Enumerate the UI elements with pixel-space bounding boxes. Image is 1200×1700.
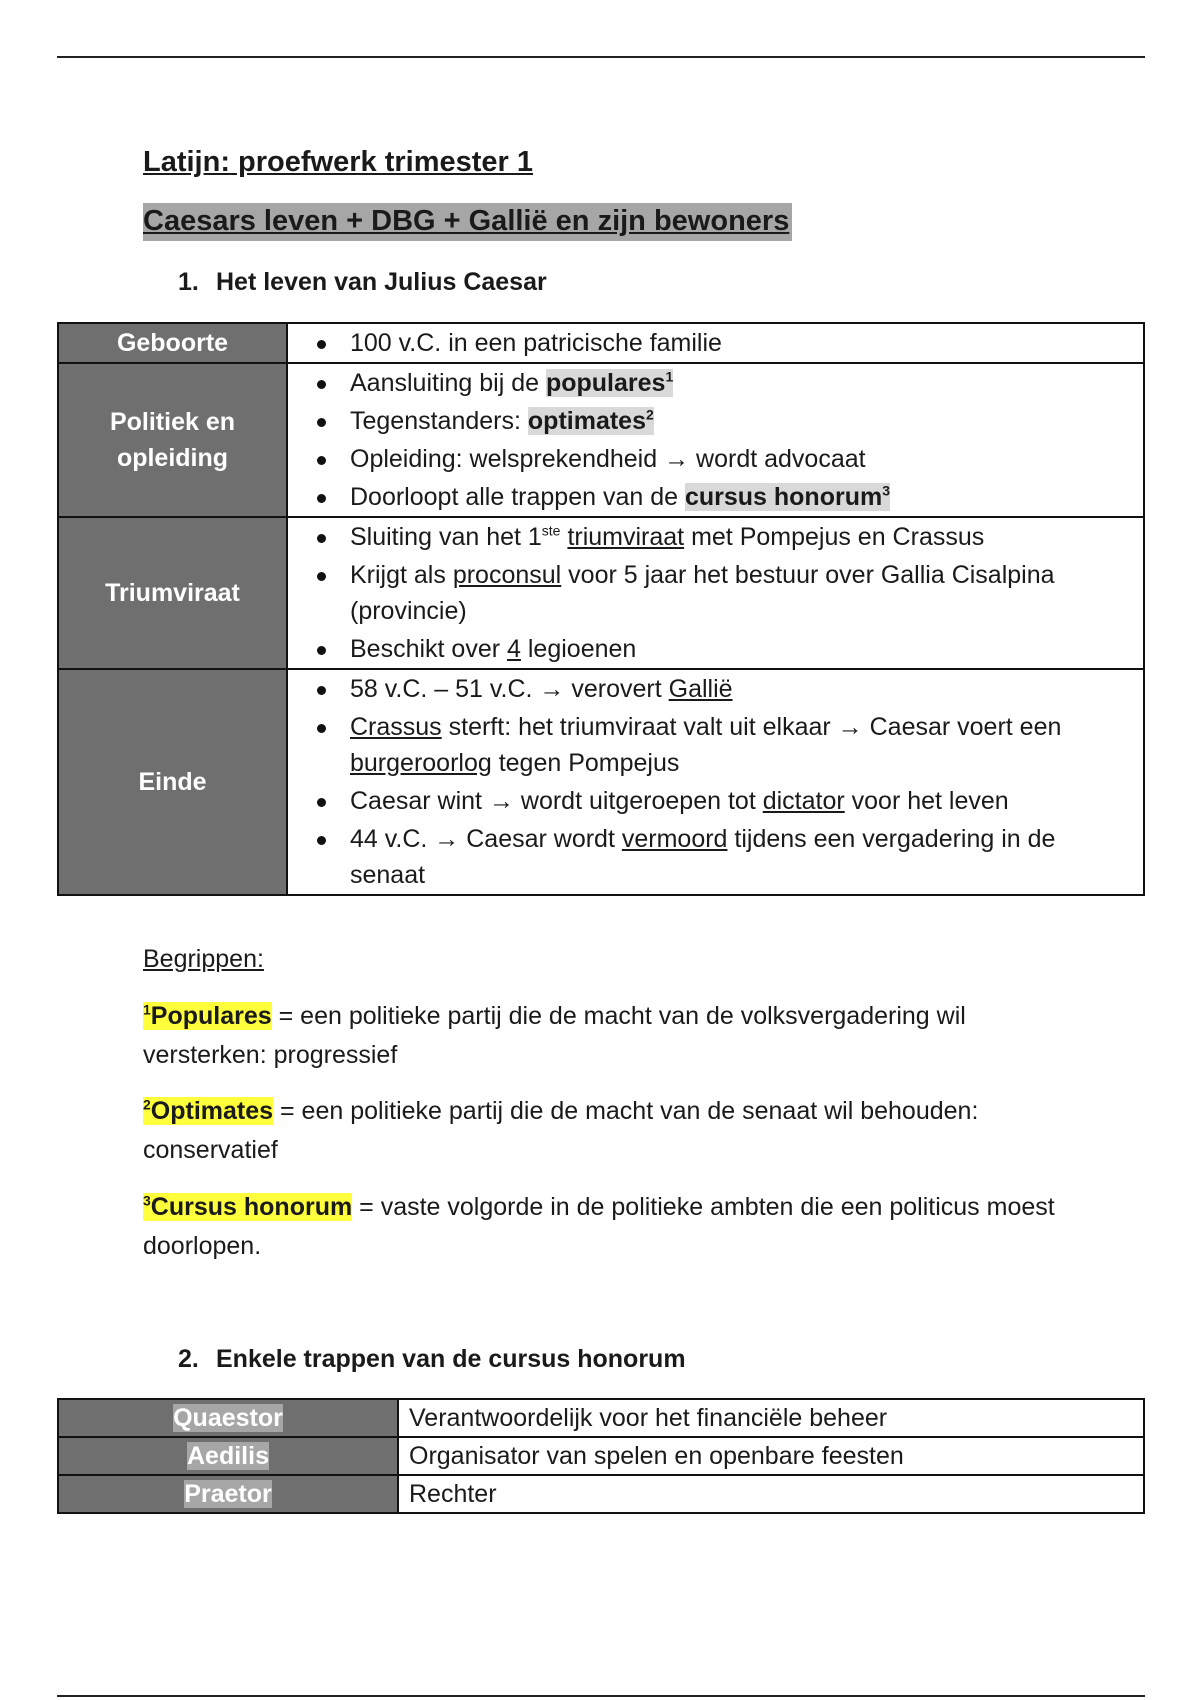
term-name-highlight	[143, 1097, 273, 1125]
bullet-text: 44 v.C. → Caesar wordt	[350, 825, 622, 853]
bullet-item	[350, 324, 1123, 362]
section-title: Het leven van Julius Caesar	[216, 268, 547, 296]
section-heading-life	[178, 268, 547, 297]
bullet-item	[350, 478, 1123, 516]
bullet-list	[288, 670, 1123, 894]
cursus-honorum-table	[57, 1398, 1145, 1514]
page-subtitle	[143, 205, 792, 238]
section-number: 1.	[178, 268, 199, 296]
term-definition-optimates	[143, 1092, 1073, 1170]
term-populares: populares	[545, 369, 666, 397]
bullet-text: 100 v.C. in een patricische familie	[350, 329, 722, 357]
row-content-triumvirate	[287, 517, 1144, 669]
footer-rule	[57, 1695, 1145, 1697]
term-paragraph	[143, 1188, 1073, 1266]
underlined-term: 4	[507, 635, 521, 663]
term-paragraph	[143, 1092, 1073, 1170]
term-name-highlight	[143, 1002, 272, 1030]
section-number: 2.	[178, 1345, 199, 1373]
bullet-list	[288, 518, 1123, 668]
bullet-text: sterft: het triumviraat valt uit elkaar → Caesar voert een	[441, 713, 1062, 741]
office-cell	[58, 1399, 398, 1437]
page-title: Latijn: proefwerk trimester 1	[143, 146, 533, 178]
row-header-end: Einde	[58, 669, 287, 895]
bullet-text: 58 v.C. – 51 v.C. → verovert	[350, 675, 669, 703]
header-rule	[57, 56, 1145, 58]
bullet-text: Tegenstanders:	[350, 407, 528, 435]
caesar-life-table	[57, 322, 1145, 896]
bullet-item	[350, 364, 1123, 402]
row-content-birth	[287, 323, 1144, 363]
underlined-term: triumviraat	[567, 523, 685, 551]
office-cell	[58, 1475, 398, 1513]
row-header-politics: Politiek en opleiding	[58, 363, 287, 517]
ordinal-suffix: ste	[541, 522, 561, 539]
bullet-item	[350, 820, 1123, 894]
footnote-number: 1	[143, 1001, 151, 1018]
underlined-term: Gallië	[668, 675, 733, 703]
term-definition-populares	[143, 997, 1073, 1075]
footnote-number: 2	[143, 1096, 151, 1113]
underlined-term: burgeroorlog	[350, 749, 492, 777]
footnote-ref: 3	[882, 482, 890, 499]
term-definition-cursus-honorum	[143, 1188, 1073, 1266]
bullet-item	[350, 440, 1123, 478]
office-description: Rechter	[398, 1475, 1144, 1513]
bullet-text: Krijgt als	[350, 561, 453, 589]
office-name: Aedilis	[187, 1442, 269, 1470]
table-row	[58, 517, 1144, 669]
bullet-text: Caesar wint → wordt uitgeroepen tot	[350, 787, 763, 815]
underlined-term: dictator	[762, 787, 845, 815]
bullet-item	[350, 402, 1123, 440]
table-row	[58, 363, 1144, 517]
office-description: Organisator van spelen en openbare feesten	[398, 1437, 1144, 1475]
table-row	[58, 1475, 1144, 1513]
term-highlight	[528, 407, 654, 435]
bullet-text: Sluiting van het 1	[350, 523, 542, 551]
underlined-term: proconsul	[452, 561, 562, 589]
bullet-text: met Pompejus en Crassus	[684, 523, 985, 551]
row-header-triumvirate: Triumviraat	[58, 517, 287, 669]
term-name-highlight	[143, 1193, 352, 1221]
bullet-text: tegen Pompejus	[491, 749, 680, 777]
section-title: Enkele trappen van de cursus honorum	[216, 1345, 686, 1373]
bullet-item	[350, 518, 1123, 556]
office-name: Quaestor	[173, 1404, 283, 1432]
term-optimates: optimates	[527, 407, 646, 435]
bullet-text: voor het leven	[844, 787, 1009, 815]
bullet-text: Opleiding: welsprekendheid → wordt advocaat	[350, 445, 866, 473]
table-row	[58, 323, 1144, 363]
table-row	[58, 1437, 1144, 1475]
section-heading-honorum	[178, 1345, 686, 1374]
bullet-item	[350, 556, 1123, 630]
term-paragraph	[143, 997, 1073, 1075]
bullet-item	[350, 782, 1123, 820]
underlined-term: vermoord	[621, 825, 728, 853]
row-content-politics	[287, 363, 1144, 517]
bullet-text: tijdens een vergadering in de senaat	[350, 825, 1056, 889]
underlined-term: Crassus	[350, 713, 442, 741]
office-cell	[58, 1437, 398, 1475]
bullet-item	[350, 630, 1123, 668]
bullet-item	[350, 708, 1123, 782]
table-row	[58, 669, 1144, 895]
term-highlight	[685, 483, 890, 511]
bullet-text: Aansluiting bij de	[350, 369, 546, 397]
bullet-text: Doorloopt alle trappen van de	[350, 483, 685, 511]
footnote-ref: 1	[665, 368, 674, 385]
term-text: = vaste volgorde in de politieke ambten die een politicus moest doorlopen.	[143, 1193, 1055, 1260]
bullet-item	[350, 670, 1123, 708]
term-text: = een politieke partij die de macht van de volksvergadering wil versterken: progressief	[143, 1002, 966, 1069]
footnote-ref: 2	[646, 406, 654, 423]
term-name: Populares	[150, 1002, 272, 1030]
footnote-number: 3	[143, 1192, 151, 1209]
term-text: = een politieke partij die de macht van de senaat wil behouden: conservatief	[143, 1097, 979, 1164]
row-content-end	[287, 669, 1144, 895]
table-row	[58, 1399, 1144, 1437]
terms-heading: Begrippen:	[143, 945, 264, 973]
subtitle-text: Caesars leven + DBG + Gallië en zijn bewoners	[143, 203, 792, 241]
term-cursus-honorum: cursus honorum	[684, 483, 883, 511]
office-name: Praetor	[184, 1480, 272, 1508]
bullet-text: voor 5 jaar het bestuur over Gallia Cisalpina (provincie)	[350, 561, 1055, 625]
bullet-list	[288, 364, 1123, 516]
bullet-list	[288, 324, 1123, 362]
office-description: Verantwoordelijk voor het financiële beheer	[398, 1399, 1144, 1437]
row-header-birth: Geboorte	[58, 323, 287, 363]
bullet-text: Beschikt over	[350, 635, 508, 663]
term-highlight	[546, 369, 673, 397]
bullet-text: legioenen	[520, 635, 637, 663]
term-name: Cursus honorum	[150, 1193, 353, 1221]
term-name: Optimates	[150, 1097, 274, 1125]
